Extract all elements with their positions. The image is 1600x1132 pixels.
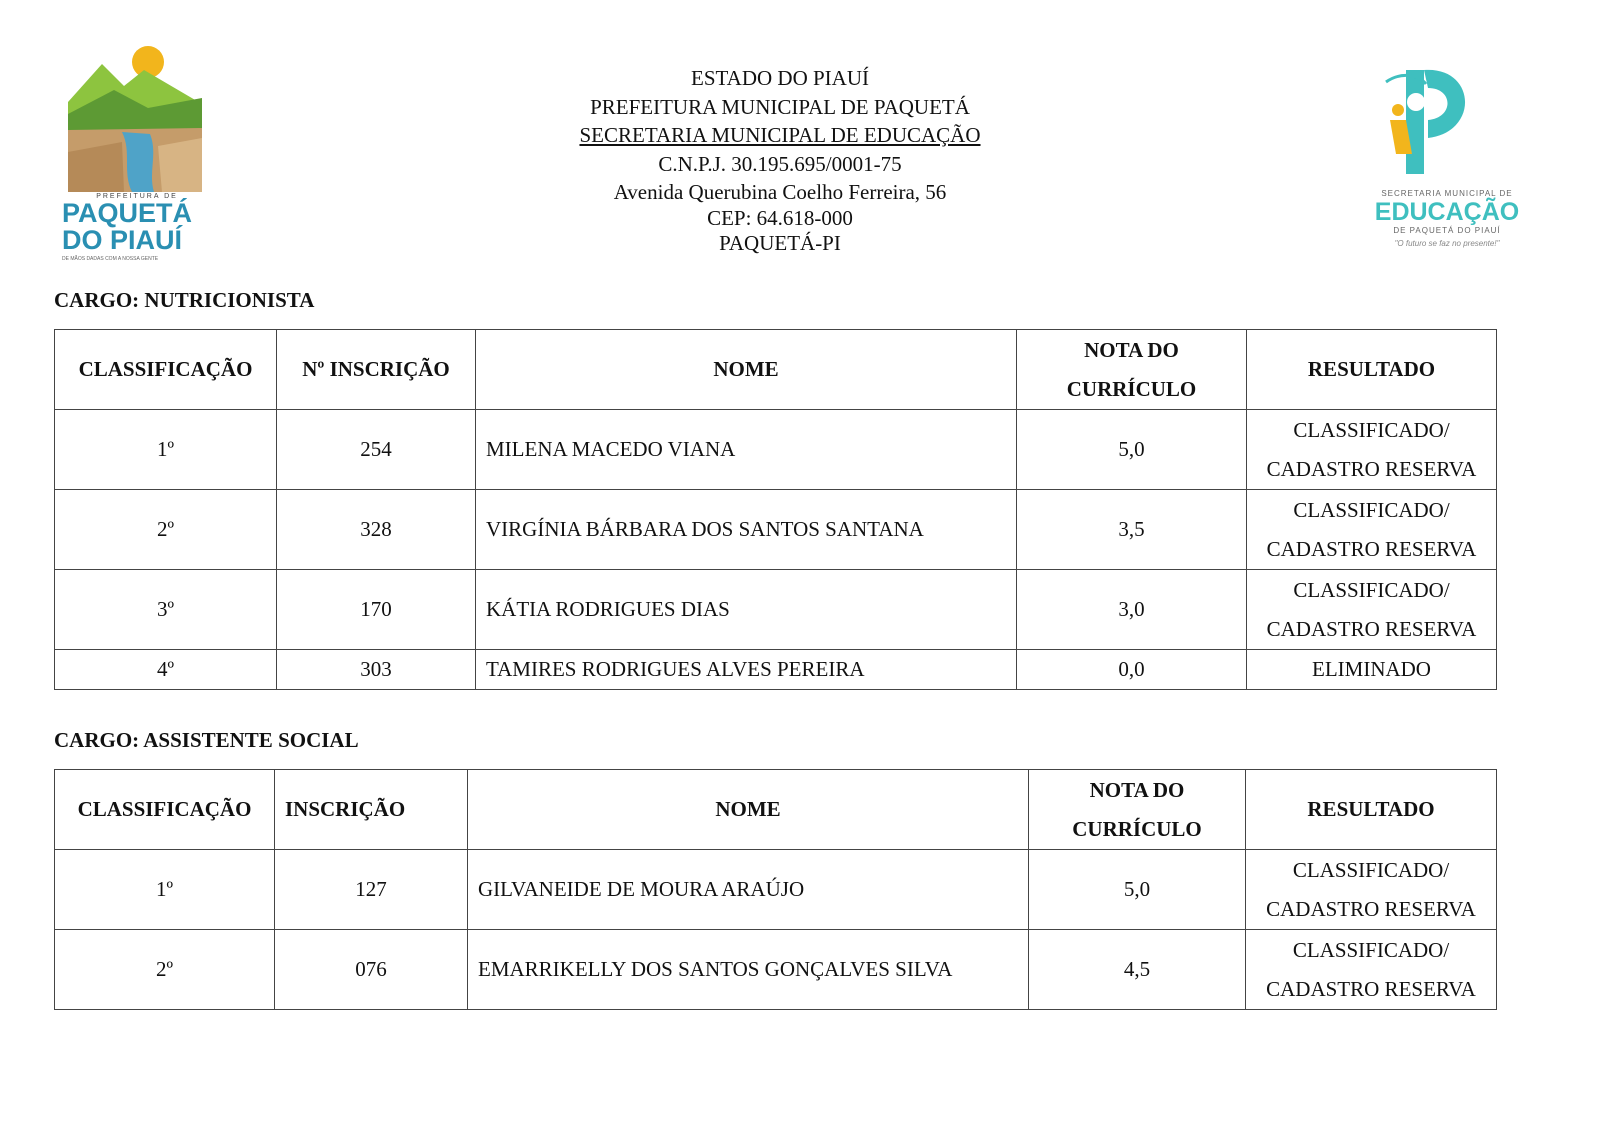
- cell-inscricao: 303: [277, 650, 476, 690]
- cell-classificacao: 4º: [55, 650, 277, 690]
- col-header-classificacao: CLASSIFICAÇÃO: [55, 770, 275, 850]
- cell-classificacao: 1º: [55, 850, 275, 930]
- paqueta-mountain-logo-icon: [62, 42, 212, 192]
- cell-resultado: [1246, 930, 1497, 1010]
- table-header-row: [55, 330, 1497, 410]
- resultado-line1: CLASSIFICADO/: [1292, 857, 1450, 882]
- logo-left-top: PREFEITURA DE: [96, 193, 178, 200]
- col-header-nome: NOME: [468, 770, 1029, 850]
- results-table-assistente-social: [54, 769, 1497, 1010]
- cell-inscricao: 127: [275, 850, 468, 930]
- col-header-inscricao: INSCRIÇÃO: [275, 770, 468, 850]
- resultado-line1: ELIMINADO: [1312, 657, 1431, 681]
- resultado-line2: CADASTRO RESERVA: [1266, 616, 1477, 641]
- resultado-line2: CADASTRO RESERVA: [1266, 976, 1476, 1001]
- cell-nota: 5,0: [1029, 850, 1246, 930]
- results-table-nutricionista: [54, 329, 1497, 690]
- table-row: [55, 930, 1497, 1010]
- cell-classificacao: 1º: [55, 410, 277, 490]
- cell-resultado: [1247, 650, 1497, 690]
- resultado-line1: CLASSIFICADO/: [1293, 577, 1450, 602]
- cell-resultado: [1247, 490, 1497, 570]
- col-header-nome: NOME: [476, 330, 1017, 410]
- resultado-line1: CLASSIFICADO/: [1293, 497, 1450, 522]
- table-header-row: [55, 770, 1497, 850]
- logo-right-top: SECRETARIA MUNICIPAL DE: [1381, 189, 1513, 198]
- logo-left-name2: DO PIAUÍ: [62, 225, 183, 255]
- header-state: ESTADO DO PIAUÍ: [691, 66, 869, 90]
- logo-left-tagline: DE MÃOS DADAS COM A NOSSA GENTE: [62, 256, 159, 262]
- cell-classificacao: 3º: [55, 570, 277, 650]
- cell-resultado: [1247, 570, 1497, 650]
- cell-nome: KÁTIA RODRIGUES DIAS: [476, 570, 1017, 650]
- cell-resultado: [1246, 850, 1497, 930]
- cell-nome: GILVANEIDE DE MOURA ARAÚJO: [468, 850, 1029, 930]
- cell-nome: VIRGÍNIA BÁRBARA DOS SANTOS SANTANA: [476, 490, 1017, 570]
- table-row: [55, 490, 1497, 570]
- header-prefeitura: PREFEITURA MUNICIPAL DE PAQUETÁ: [590, 94, 970, 119]
- cell-resultado: [1247, 410, 1497, 490]
- header-secretaria: SECRETARIA MUNICIPAL DE EDUCAÇÃO: [579, 123, 981, 147]
- cell-nota: 3,5: [1017, 490, 1247, 570]
- table-row: [55, 850, 1497, 930]
- logo-right-tagline: "O futuro se faz no presente!": [1394, 239, 1500, 248]
- header-cnpj: C.N.P.J. 30.195.695/0001-75: [658, 151, 902, 176]
- cell-classificacao: 2º: [55, 490, 277, 570]
- col-header-classificacao: CLASSIFICAÇÃO: [55, 330, 277, 410]
- cell-inscricao: 254: [277, 410, 476, 490]
- col-header-nota: NOTA DO CURRÍCULO: [1029, 770, 1246, 850]
- cell-nota: 0,0: [1017, 650, 1247, 690]
- cell-nome: MILENA MACEDO VIANA: [476, 410, 1017, 490]
- cell-nome: TAMIRES RODRIGUES ALVES PEREIRA: [476, 650, 1017, 690]
- resultado-line1: CLASSIFICADO/: [1292, 937, 1450, 962]
- col-header-resultado: RESULTADO: [1247, 330, 1497, 410]
- cell-inscricao: 170: [277, 570, 476, 650]
- cell-inscricao: 076: [275, 930, 468, 1010]
- header-address: Avenida Querubina Coelho Ferreira, 56: [613, 180, 947, 204]
- table-row: [55, 650, 1497, 690]
- logo-right-name: EDUCAÇÃO: [1374, 198, 1520, 226]
- resultado-line2: CADASTRO RESERVA: [1266, 536, 1477, 561]
- col-header-resultado: RESULTADO: [1246, 770, 1497, 850]
- resultado-line2: CADASTRO RESERVA: [1266, 896, 1476, 921]
- logo-right-sub: DE PAQUETÁ DO PIAUÍ: [1393, 226, 1501, 235]
- resultado-line2: CADASTRO RESERVA: [1266, 456, 1477, 481]
- col-header-nota: NOTA DO CURRÍCULO: [1017, 330, 1247, 410]
- cell-nota: 5,0: [1017, 410, 1247, 490]
- cell-inscricao: 328: [277, 490, 476, 570]
- header-city: PAQUETÁ-PI: [719, 231, 841, 255]
- cell-nome: EMARRIKELLY DOS SANTOS GONÇALVES SILVA: [468, 930, 1029, 1010]
- cargo-title-nutricionista: CARGO: NUTRICIONISTA: [54, 288, 315, 312]
- table-row: [55, 410, 1497, 490]
- header-cep: CEP: 64.618-000: [707, 205, 853, 230]
- paqueta-logo: [62, 42, 212, 267]
- col-header-inscricao: Nº INSCRIÇÃO: [277, 330, 476, 410]
- logo-left-name1: PAQUETÁ: [62, 198, 193, 228]
- education-p-logo-icon: [1366, 62, 1528, 184]
- educacao-logo: [1366, 62, 1528, 272]
- cell-nota: 4,5: [1029, 930, 1246, 1010]
- document-header: [460, 64, 1100, 258]
- table-row: [55, 570, 1497, 650]
- cell-classificacao: 2º: [55, 930, 275, 1010]
- resultado-line1: CLASSIFICADO/: [1293, 417, 1450, 442]
- cargo-title-assistente-social: CARGO: ASSISTENTE SOCIAL: [54, 728, 359, 752]
- cell-nota: 3,0: [1017, 570, 1247, 650]
